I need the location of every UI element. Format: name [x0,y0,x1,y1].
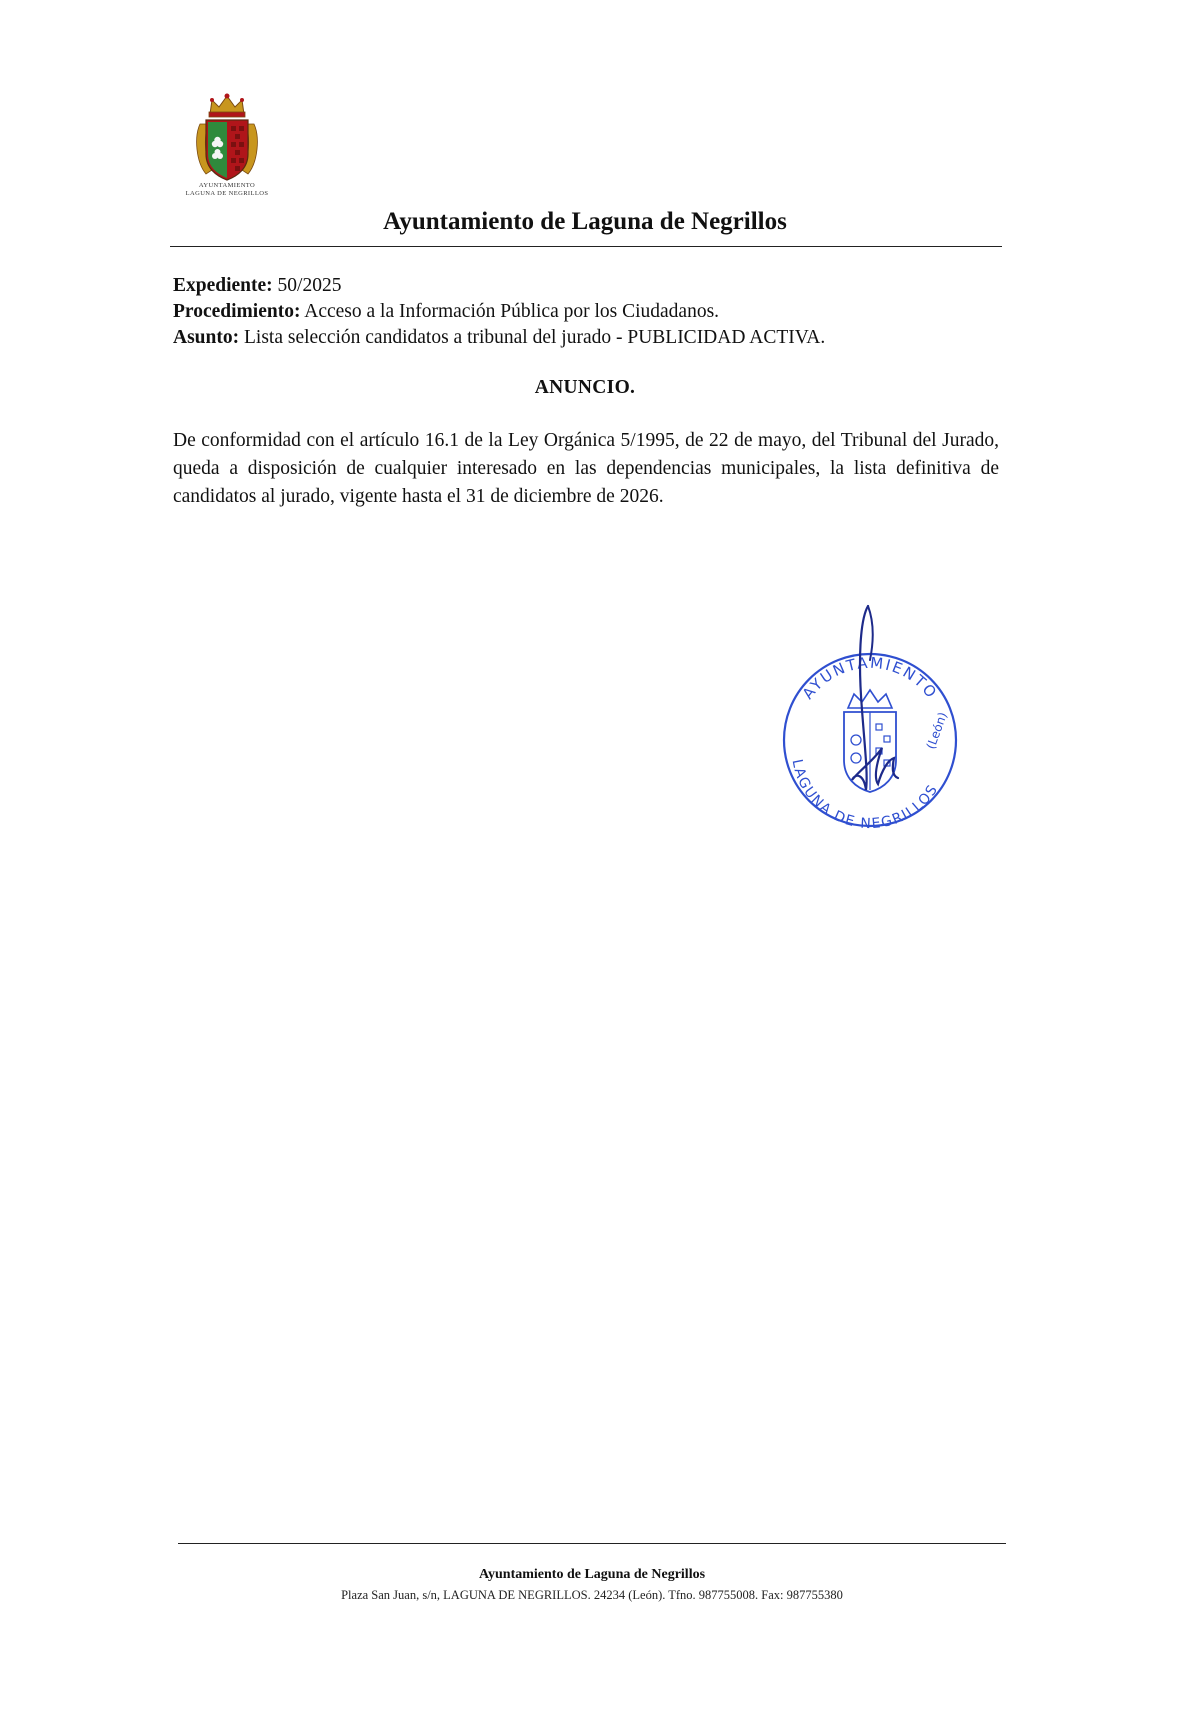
asunto-row [173,325,1003,351]
asunto-label: Asunto: [173,327,240,348]
procedimiento-value: Acceso a la Información Pública por los Ciudadanos. [304,301,720,322]
announcement-body: De conformidad con el artículo 16.1 de la Ley Orgánica 5/1995, de 22 de mayo, del Tribunal del Jurado, queda a disposición de cualquier interesado en las dependencias municipales, la lista definitiva de candidatos al jurado, vigente hasta el 31 de diciembre de 2026. [173,430,999,507]
announcement-heading: ANUNCIO. [534,377,636,398]
municipal-crest-logo [192,92,262,184]
procedimiento-row [173,299,1003,325]
seal-text-province: (León) [923,710,950,752]
official-seal-stamp [770,600,970,840]
crest-caption-line1: AYUNTAMIENTO [198,182,256,189]
crest-caption-line2: LAGUNA DE NEGRILLOS [185,190,269,197]
seal-text-bottom: LAGUNA DE NEGRILLOS [788,757,942,833]
footer-title: Ayuntamiento de Laguna de Negrillos [478,1567,706,1582]
file-metadata [173,273,1003,351]
expediente-value: 50/2025 [277,275,342,296]
crest-caption [162,182,292,198]
procedimiento-label: Procedimiento: [173,301,301,322]
expediente-row [173,273,1003,299]
expediente-label: Expediente: [173,275,273,296]
header-divider [170,246,1002,247]
footer-address: Plaza San Juan, s/n, LAGUNA DE NEGRILLOS. 24234 (León). Tfno. 987755008. Fax: 987755380 [341,1588,843,1602]
seal-text-top: AYUNTAMIENTO [798,653,942,703]
asunto-value: Lista selección candidatos a tribunal del jurado - PUBLICIDAD ACTIVA. [243,327,826,348]
page-title: Ayuntamiento de Laguna de Negrillos [383,208,787,235]
footer-divider [178,1543,1006,1544]
